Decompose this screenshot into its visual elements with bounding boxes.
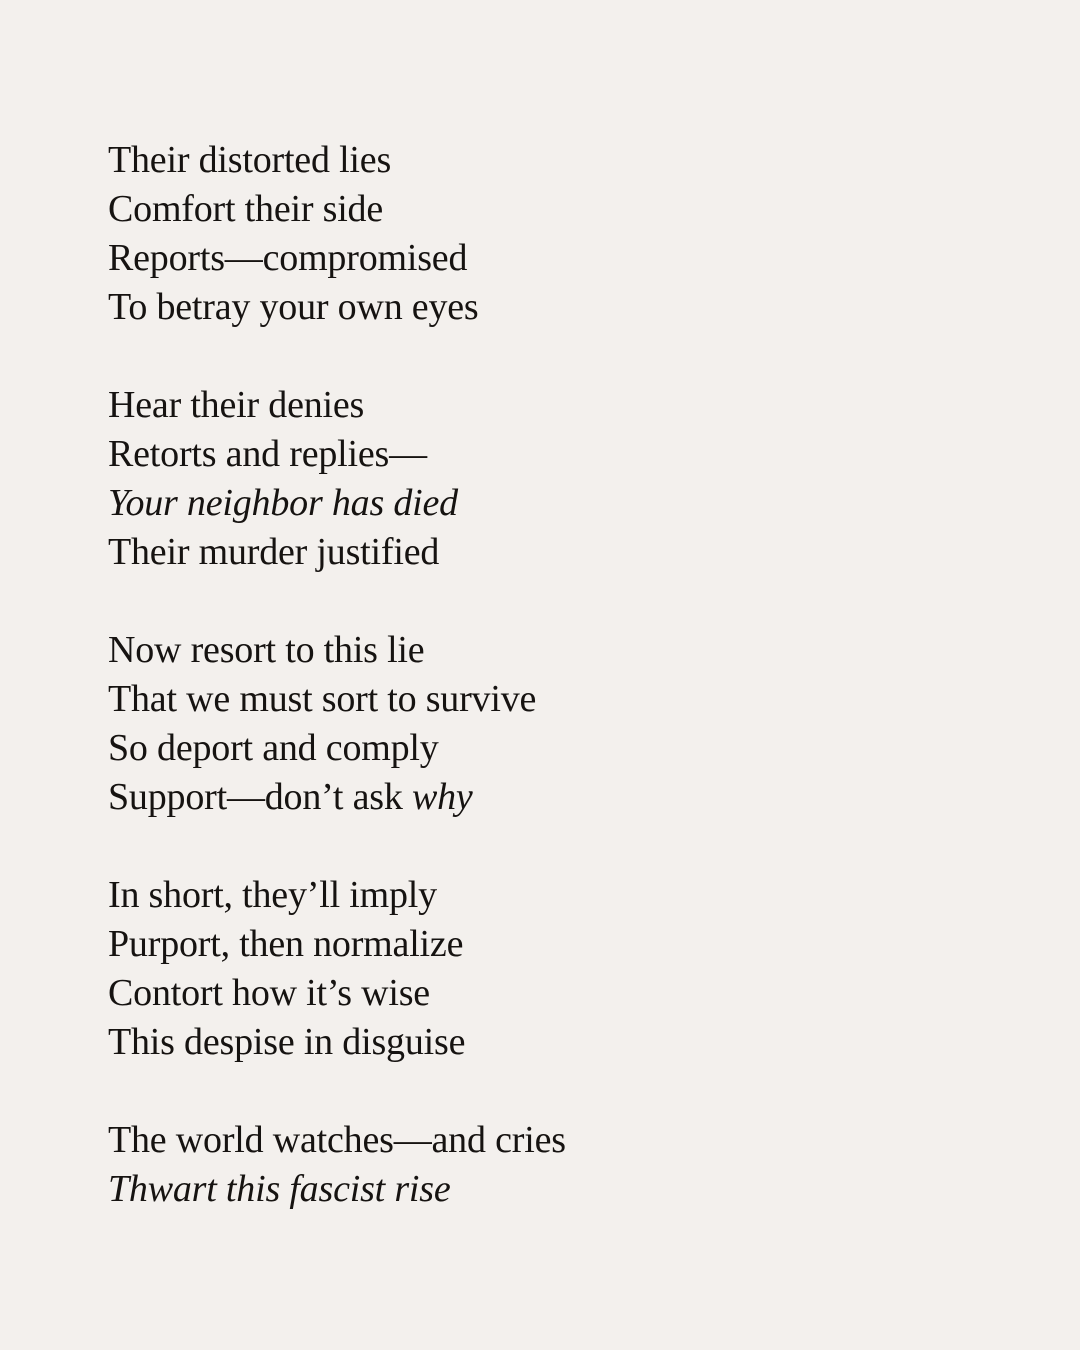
poem-line-text: Support—don’t ask (108, 776, 412, 818)
poem-line: The world watches—and cries (108, 1119, 566, 1161)
poem-line: Hear their denies (108, 384, 365, 426)
poem-line: This despise in disguise (108, 1021, 466, 1063)
poem-line: Their murder justified (108, 531, 440, 573)
poem-line: Purport, then normalize (108, 923, 464, 965)
poem-line: So deport and comply (108, 727, 439, 769)
stanza-5 (108, 1116, 566, 1214)
poem-line: Their distorted lies (108, 139, 392, 181)
poem-line: To betray your own eyes (108, 286, 479, 328)
poem-line: Now resort to this lie (108, 629, 425, 671)
poem-line: Contort how it’s wise (108, 972, 430, 1014)
poem-line: Reports—compromised (108, 237, 468, 279)
poem-line: That we must sort to survive (108, 678, 537, 720)
poem-emphasis-word: why (411, 776, 473, 818)
poem-line: Retorts and replies— (108, 433, 427, 475)
poem-line-italic: Thwart this fascist rise (108, 1168, 451, 1210)
poem-line-mixed (108, 773, 566, 822)
stanza-1 (108, 136, 566, 332)
poem-line: Comfort their side (108, 188, 384, 230)
poem-line-italic: Your neighbor has died (108, 482, 458, 524)
poem-body (108, 136, 566, 1214)
stanza-3 (108, 626, 566, 822)
stanza-2 (108, 381, 566, 577)
stanza-4 (108, 871, 566, 1067)
poem-line: In short, they’ll imply (108, 874, 437, 916)
